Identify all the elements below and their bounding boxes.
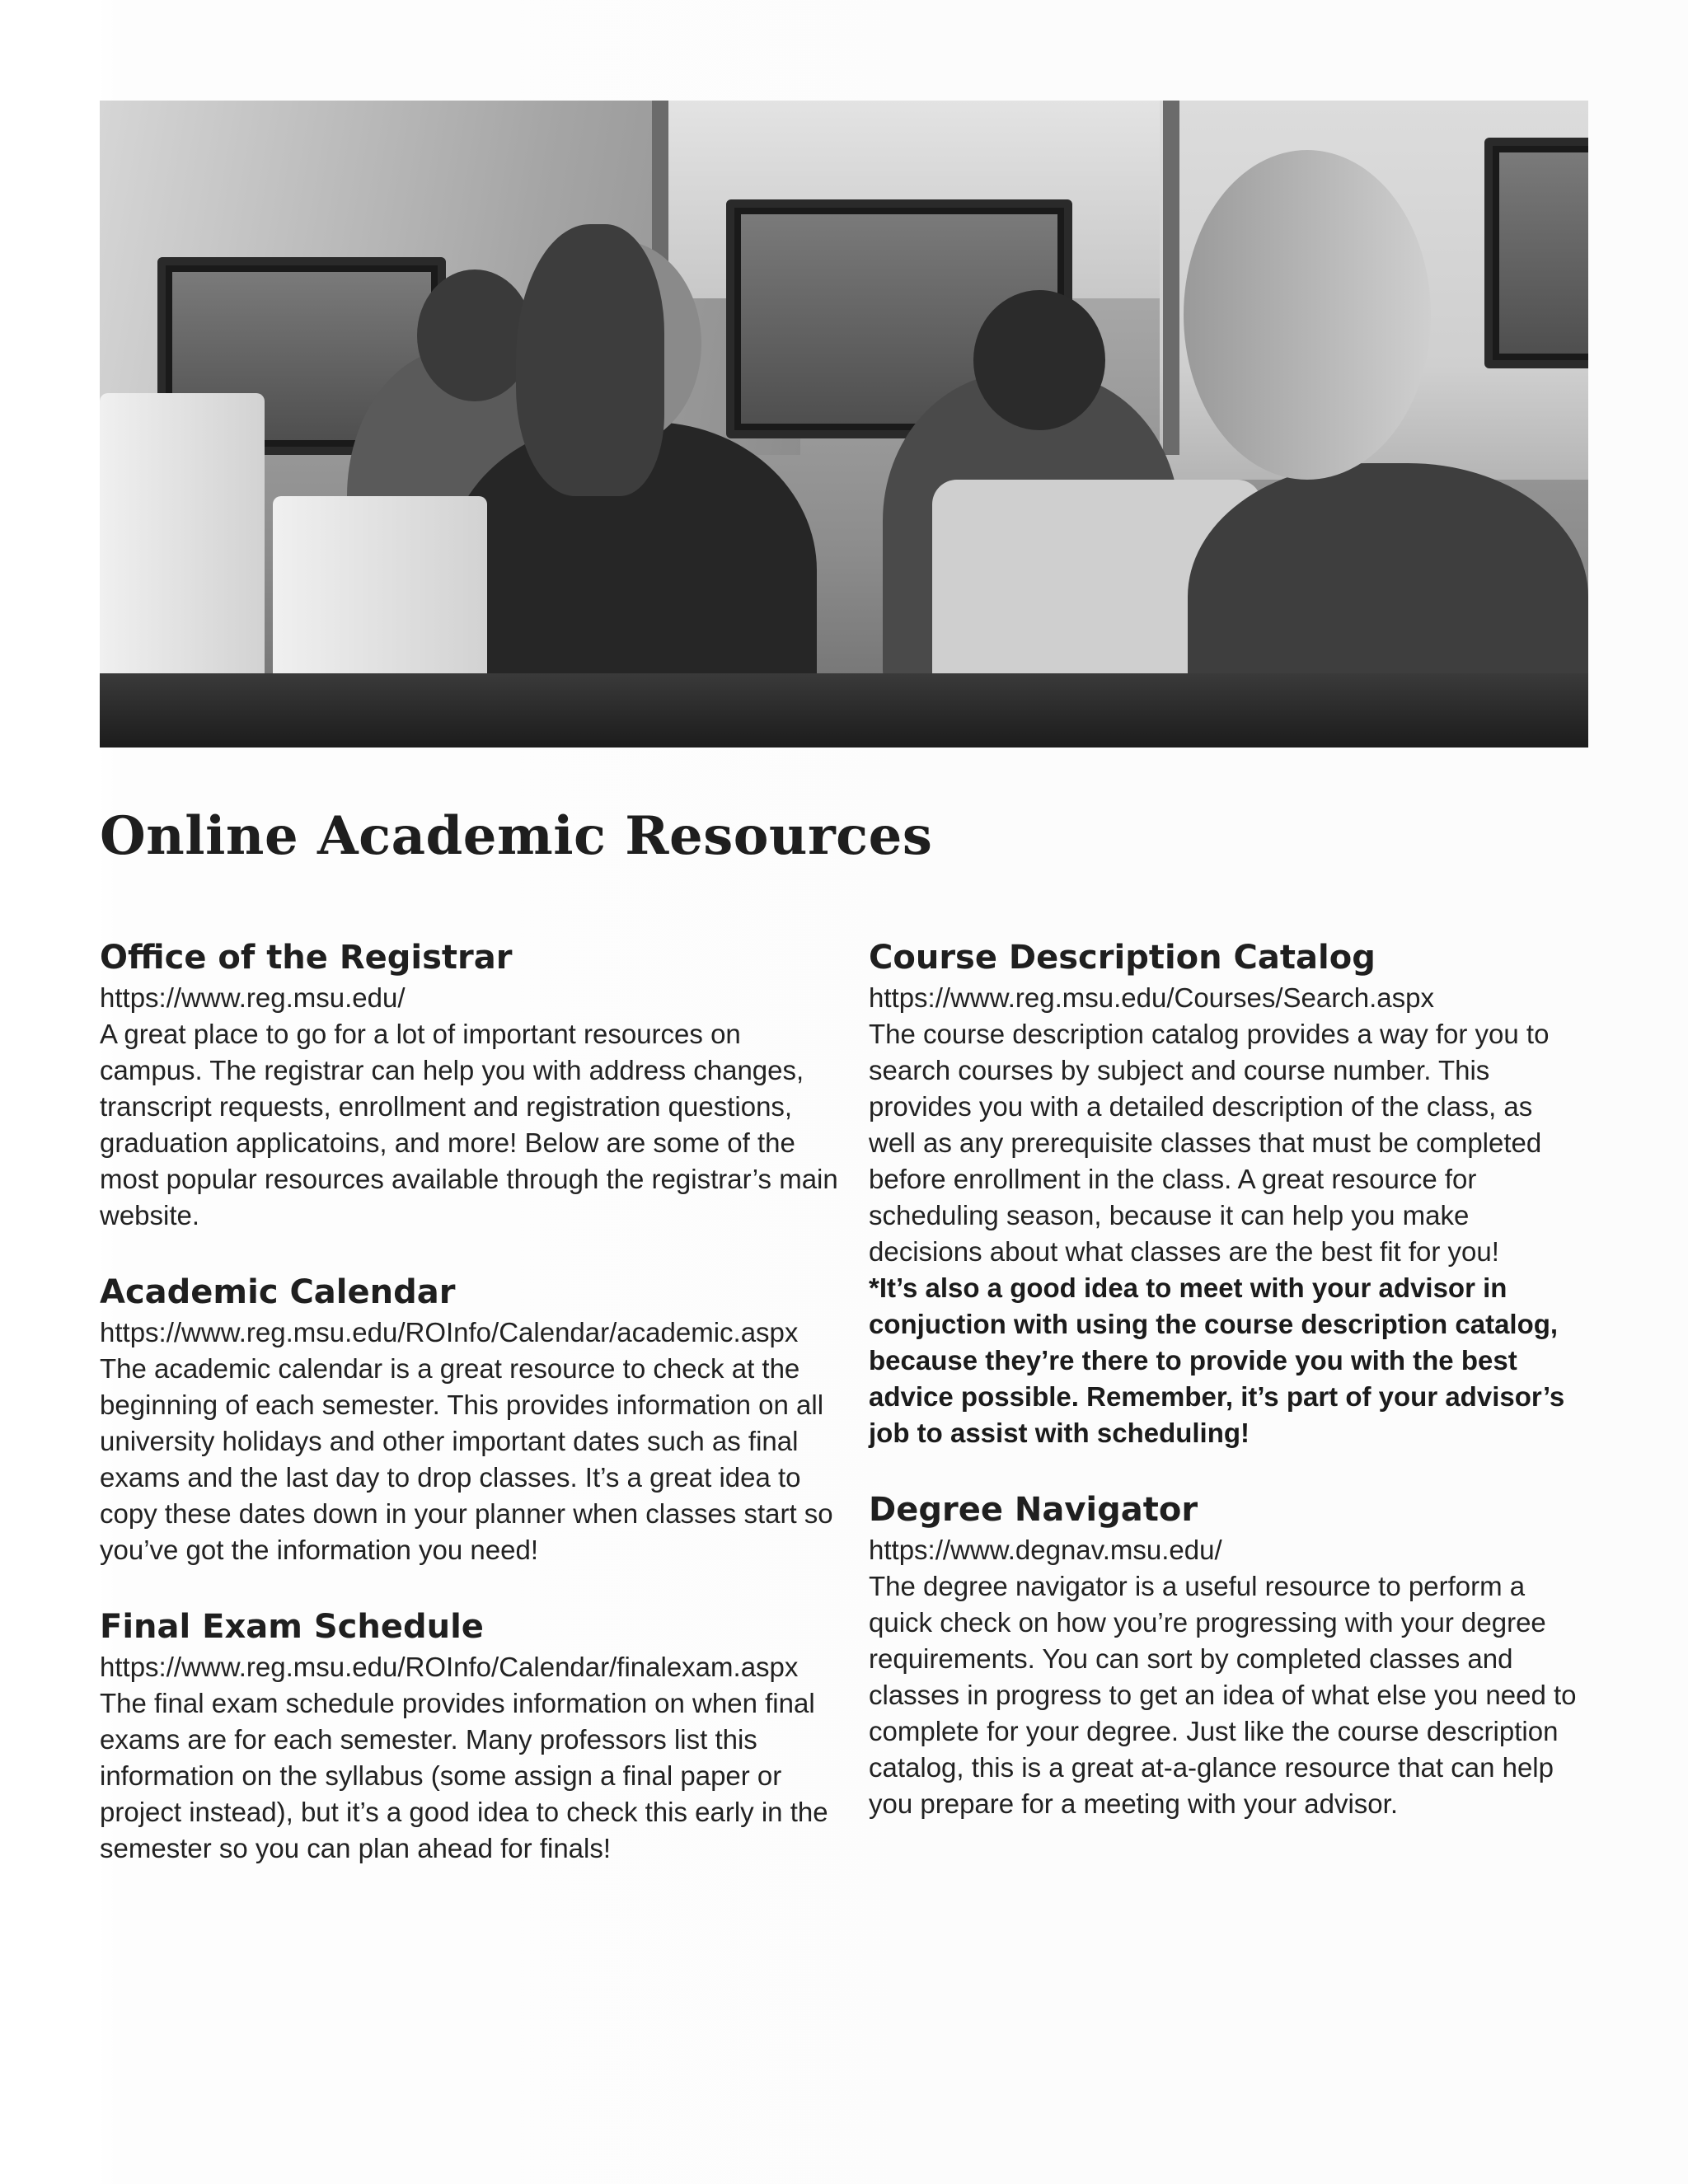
section-heading: Academic Calendar: [100, 1273, 456, 1311]
right-column: [869, 935, 1586, 1822]
section-body: The final exam schedule provides information on when final exams are for each semester. Many professors list this information on the syllabus (some assign a final paper or project instead), but it’s a good idea to check this early in the semester so you can plan ahead for finals!: [100, 1688, 828, 1863]
photo-student-head: [1184, 150, 1431, 480]
section-body: The academic calendar is a great resource to check at the beginning of each semester. This provides information on all university holidays and other important dates such as final exams and the last day to drop classes. It’s a great idea to copy these dates down in your planner when classes start so you’ve got the information you need!: [100, 1353, 833, 1565]
section-registrar: [100, 935, 842, 1234]
photo-desk: [100, 673, 1588, 748]
photo-monitor-right: [1484, 138, 1588, 368]
section-degree-navigator: [869, 1488, 1586, 1822]
section-body: The degree navigator is a useful resource to perform a quick check on how you’re progressing with your degree requirements. You can sort by completed classes and classes in progress to get an idea of what else you need to complete for your degree. Just like the course description catalog, this is a great at-a-glance resource that can help you prepare for a meeting with your advisor.: [869, 1571, 1577, 1819]
section-course-description-catalog: [869, 935, 1586, 1451]
section-body: The course description catalog provides a way for you to search courses by subject and course number. This provides you with a detailed description of the class, as well as any prerequisite classes that must be completed before enrollment in the class. A great resource for scheduling season, because it can help you make decisions about what classes are the best fit for you!: [869, 1019, 1550, 1267]
classroom-photo: [100, 101, 1588, 748]
section-url: https://www.reg.msu.edu/ROInfo/Calendar/finalexam.aspx: [100, 1652, 799, 1682]
section-url: https://www.reg.msu.edu/Courses/Search.aspx: [869, 982, 1434, 1013]
section-heading: Office of the Registrar: [100, 939, 513, 977]
section-heading: Final Exam Schedule: [100, 1608, 484, 1646]
section-academic-calendar: [100, 1270, 842, 1568]
photo-student-head: [417, 269, 532, 401]
section-url: https://www.reg.msu.edu/ROInfo/Calendar/academic.aspx: [100, 1317, 799, 1347]
page-title: Online Academic Resources: [100, 805, 933, 867]
section-heading: Degree Navigator: [869, 1491, 1198, 1529]
section-url: https://www.reg.msu.edu/: [100, 982, 406, 1013]
section-url: https://www.degnav.msu.edu/: [869, 1535, 1222, 1565]
photo-student-hair: [516, 224, 664, 496]
photo-student-head: [973, 290, 1105, 430]
section-final-exam-schedule: [100, 1605, 842, 1867]
section-heading: Course Description Catalog: [869, 939, 1376, 977]
left-column: [100, 935, 842, 1867]
section-body: A great place to go for a lot of important resources on campus. The registrar can help you with address changes, transcript requests, enrollment and registration questions, graduation applicatoins, and more! Below are some of the most popular resources available through the registrar’s main website.: [100, 1019, 838, 1230]
advisor-note: *It’s also a good idea to meet with your advisor in conjuction with using the course description catalog, because they’re there to provide you with the best advice possible. Remember, it’s part of your advisor’s job to assist with scheduling!: [869, 1272, 1565, 1448]
photo-pillar: [1163, 101, 1179, 455]
